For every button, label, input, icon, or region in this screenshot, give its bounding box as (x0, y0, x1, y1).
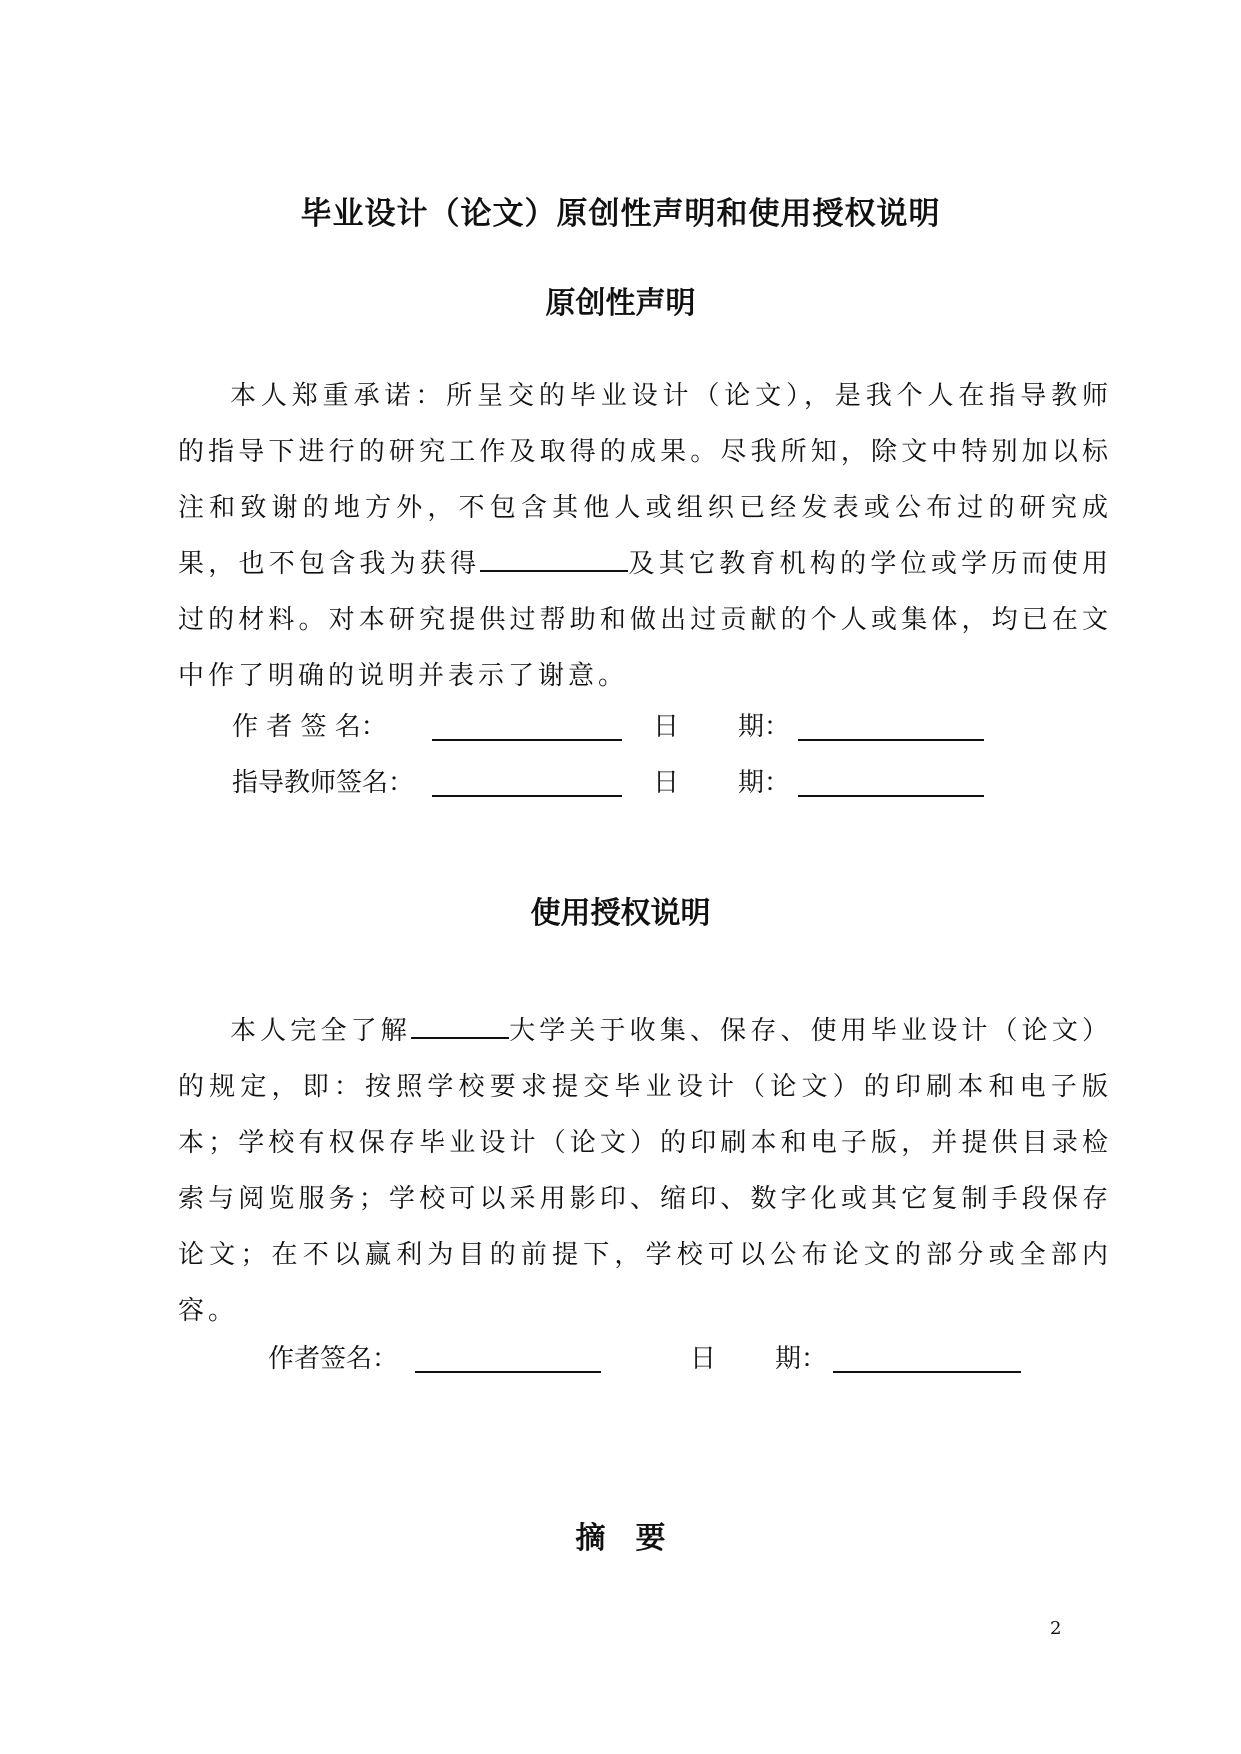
author-signature-label: 作 者 签 名： (232, 712, 387, 742)
document-title: 毕业设计（论文）原创性声明和使用授权说明 (300, 196, 941, 232)
advisor-date-line[interactable] (798, 793, 984, 797)
abstract-heading: 摘 要 (575, 1521, 666, 1556)
originality-heading: 原创性声明 (545, 286, 696, 321)
authorization-date-line[interactable] (833, 1369, 1021, 1373)
advisor-date-label-2: 期： (738, 768, 791, 798)
authorization-heading: 使用授权说明 (530, 896, 711, 931)
authorization-author-label: 作者签名： (268, 1344, 399, 1374)
originality-text-part2: 及其它教育机构的学位或学历而使用过的材料。对本研究提供过帮助和做出过贡献的个人或集体，均已在文中作了明确的说明并表示了谢意。 (178, 549, 1112, 691)
authorization-text-part2: 大学关于收集、保存、使用毕业设计（论文）的规定，即：按照学校要求提交毕业设计（论文）的印刷本和电子版本；学校有权保存毕业设计（论文）的印刷本和电子版，并提供目录检索与阅览服务；学校可以采用影印、缩印、数字化或其它复制手段保存论文；在不以赢利为目的前提下，学校可以公布论文的部分或全部内容。 (178, 1016, 1112, 1326)
author-date-label-1: 日 (653, 712, 680, 742)
originality-paragraph (178, 368, 1112, 704)
authorization-text-part1: 本人完全了解 (230, 1016, 411, 1046)
page-number: 2 (1050, 1618, 1062, 1639)
advisor-signature-label: 指导教师签名： (232, 768, 415, 798)
authorization-date-label-1: 日 (690, 1344, 717, 1374)
degree-institution-blank[interactable] (480, 550, 628, 572)
author-signature-line[interactable] (432, 737, 622, 741)
originality-text-part1: 本人郑重承诺：所呈交的毕业设计（论文），是我个人在指导教师的指导下进行的研究工作及取得的成果。尽我所知，除文中特别加以标注和致谢的地方外，不包含其他人或组织已经发表或公布过的研究成果，也不包含我为获得 (178, 381, 1112, 579)
authorization-author-line[interactable] (415, 1369, 601, 1373)
authorization-date-label-2: 期： (775, 1344, 828, 1374)
advisor-date-label-1: 日 (653, 768, 680, 798)
author-date-line[interactable] (798, 737, 984, 741)
authorization-paragraph (178, 1003, 1112, 1339)
advisor-signature-line[interactable] (432, 793, 622, 797)
university-name-blank[interactable] (411, 1017, 509, 1039)
author-date-label-2: 期： (738, 712, 791, 742)
